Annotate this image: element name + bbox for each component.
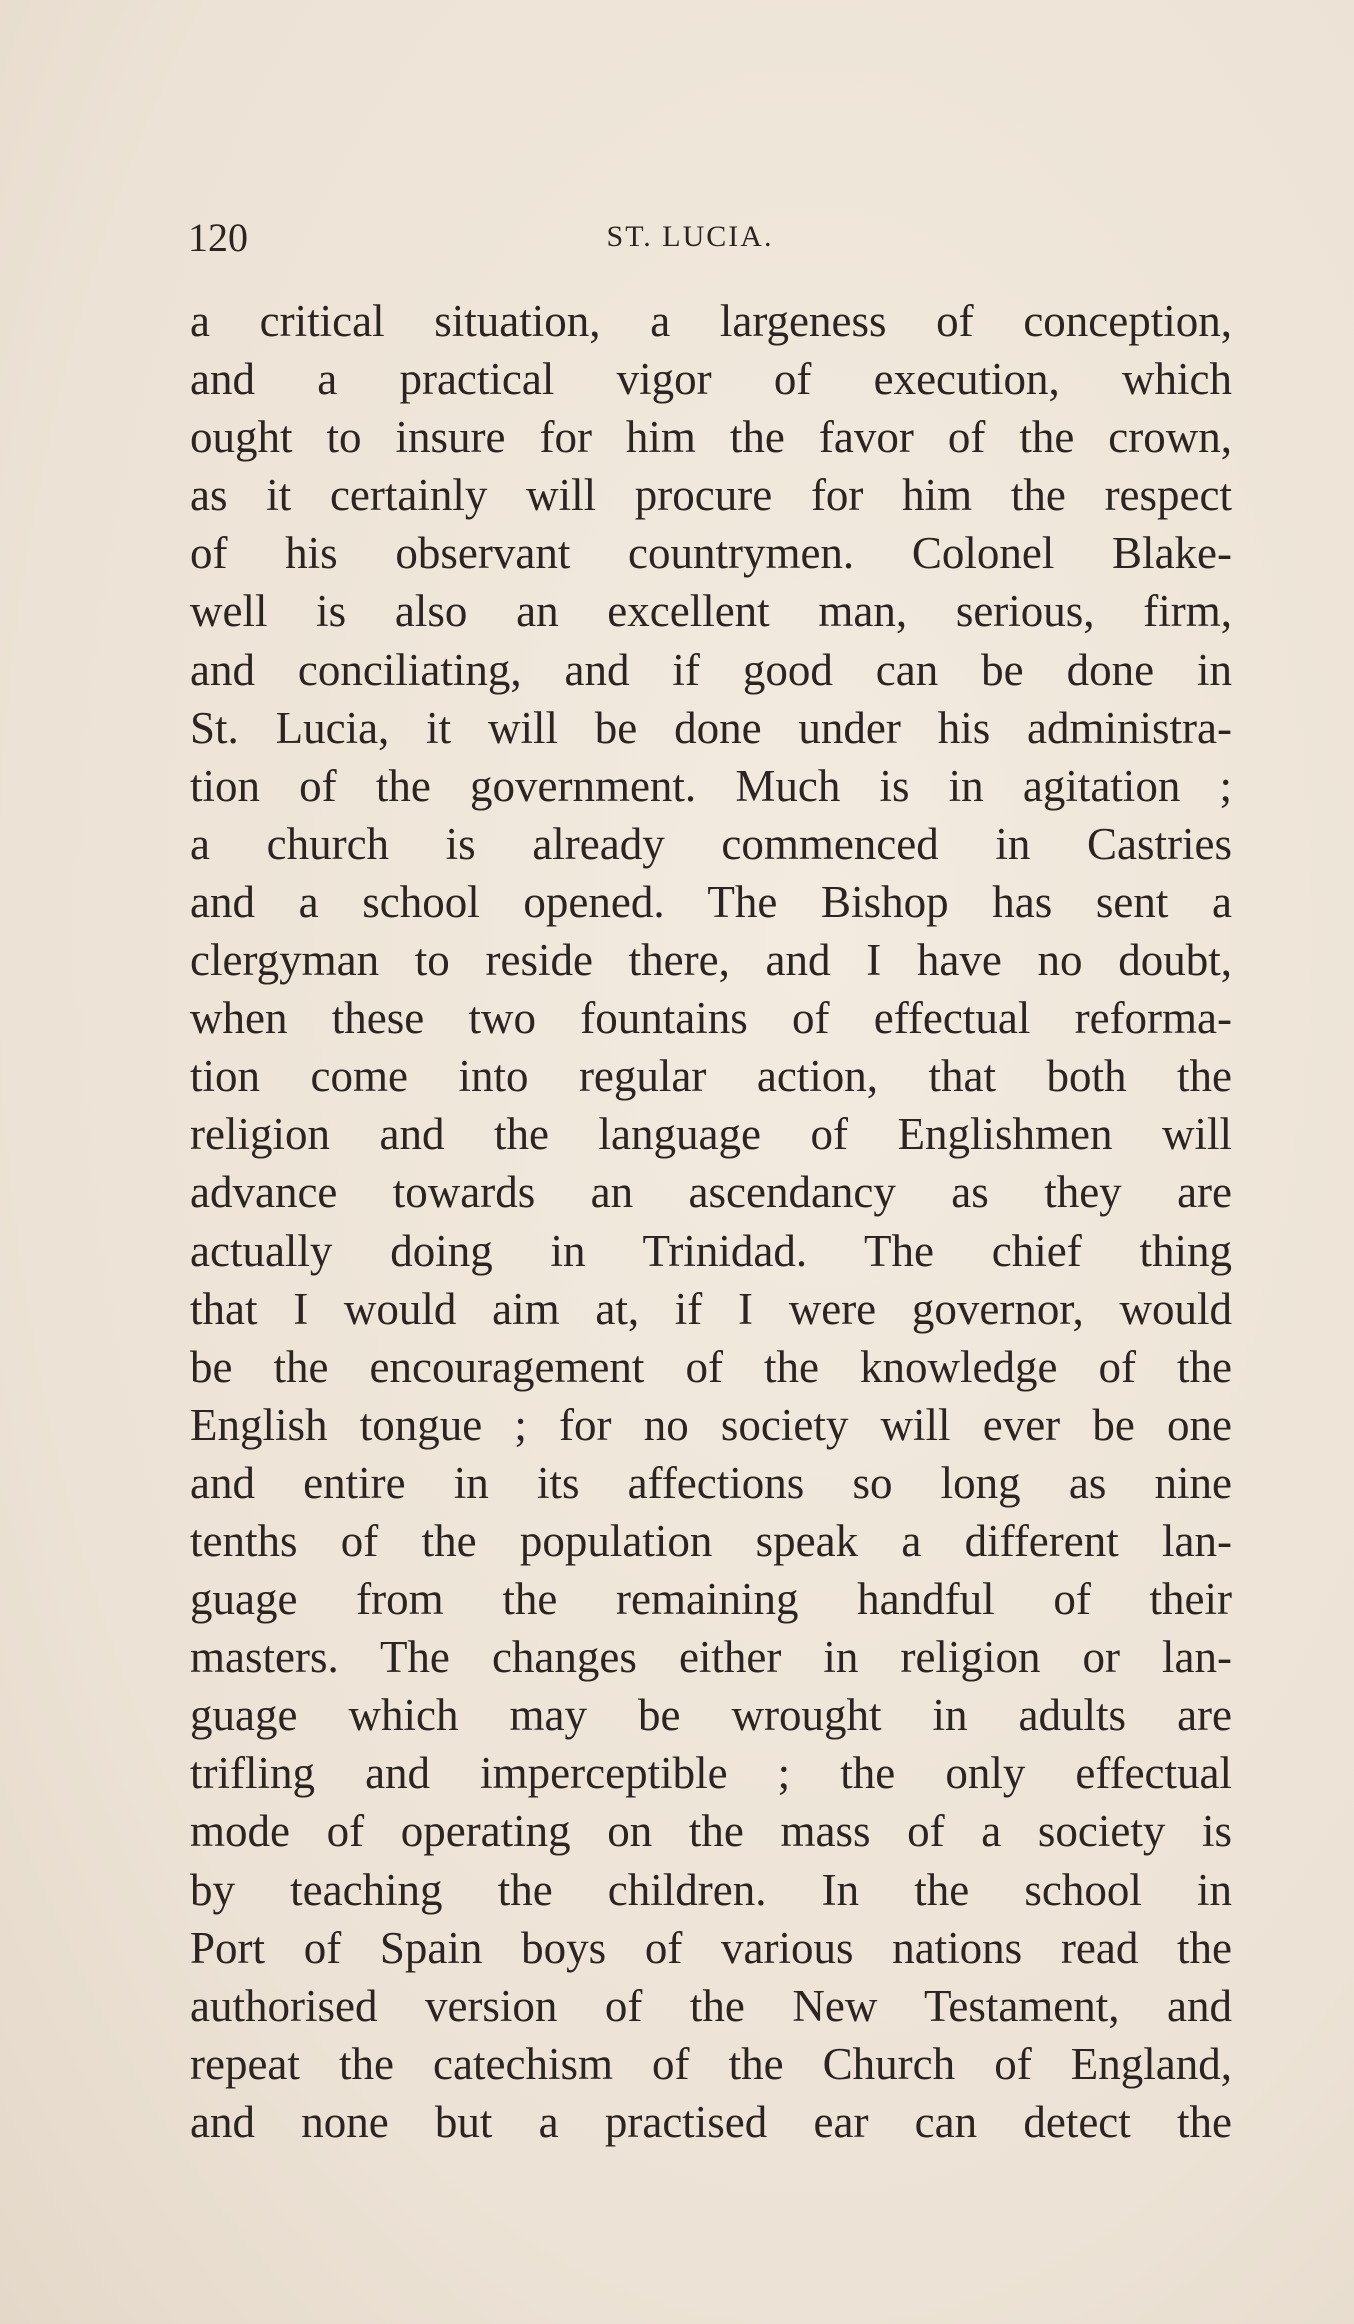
text-line: authorised version of the New Testament, and: [190, 1980, 1232, 2031]
text-line: a critical situation, a largeness of conception,: [190, 296, 1232, 346]
text-line: tion come into regular action, that both the: [190, 1051, 1232, 1102]
text-line: a church is already commenced in Castries: [190, 818, 1232, 869]
text-line: English tongue ; for no society will ever be one: [190, 1399, 1232, 1450]
text-line: advance towards an ascendancy as they are: [190, 1167, 1232, 1218]
text-line: Port of Spain boys of various nations read the: [190, 1922, 1232, 1973]
text-line: repeat the catechism of the Church of England,: [190, 2038, 1232, 2089]
text-line: clergyman to reside there, and I have no doubt,: [190, 935, 1232, 986]
text-line: that I would aim at, if I were governor, would: [190, 1283, 1232, 1334]
text-line: and conciliating, and if good can be done in: [190, 644, 1232, 695]
text-line: guage from the remaining handful of their: [190, 1574, 1232, 1625]
page-number: 120: [188, 215, 248, 260]
text-line: by teaching the children. In the school in: [190, 1864, 1232, 1915]
text-line: and a school opened. The Bishop has sent a: [190, 876, 1232, 927]
running-title: ST. LUCIA.: [606, 220, 774, 253]
text-line: and none but a practised ear can detect the: [190, 2096, 1232, 2147]
text-line: ought to insure for him the favor of the crown,: [190, 412, 1232, 463]
page-header: [188, 214, 1232, 264]
text-line: when these two fountains of effectual reforma-: [190, 993, 1232, 1044]
text-line: tion of the government. Much is in agitation ;: [190, 760, 1232, 811]
text-line: trifling and imperceptible ; the only effectual: [190, 1748, 1232, 1799]
text-line: masters. The changes either in religion or lan-: [190, 1632, 1232, 1683]
text-line: tenths of the population speak a different lan-: [190, 1515, 1232, 1566]
body-text: [190, 292, 1232, 2151]
text-line: well is also an excellent man, serious, firm,: [190, 586, 1232, 637]
text-line: of his observant countrymen. Colonel Blake-: [190, 528, 1232, 579]
text-line: as it certainly will procure for him the respect: [190, 470, 1232, 521]
text-line: actually doing in Trinidad. The chief thing: [190, 1225, 1232, 1276]
text-line: guage which may be wrought in adults are: [190, 1690, 1232, 1741]
text-line: St. Lucia, it will be done under his administra-: [190, 702, 1232, 753]
text-line: mode of operating on the mass of a society is: [190, 1806, 1232, 1857]
text-line: be the encouragement of the knowledge of the: [190, 1341, 1232, 1392]
text-line: and a practical vigor of execution, which: [190, 354, 1232, 405]
text-line: and entire in its affections so long as nine: [190, 1457, 1232, 1508]
text-line: religion and the language of Englishmen will: [190, 1109, 1232, 1160]
